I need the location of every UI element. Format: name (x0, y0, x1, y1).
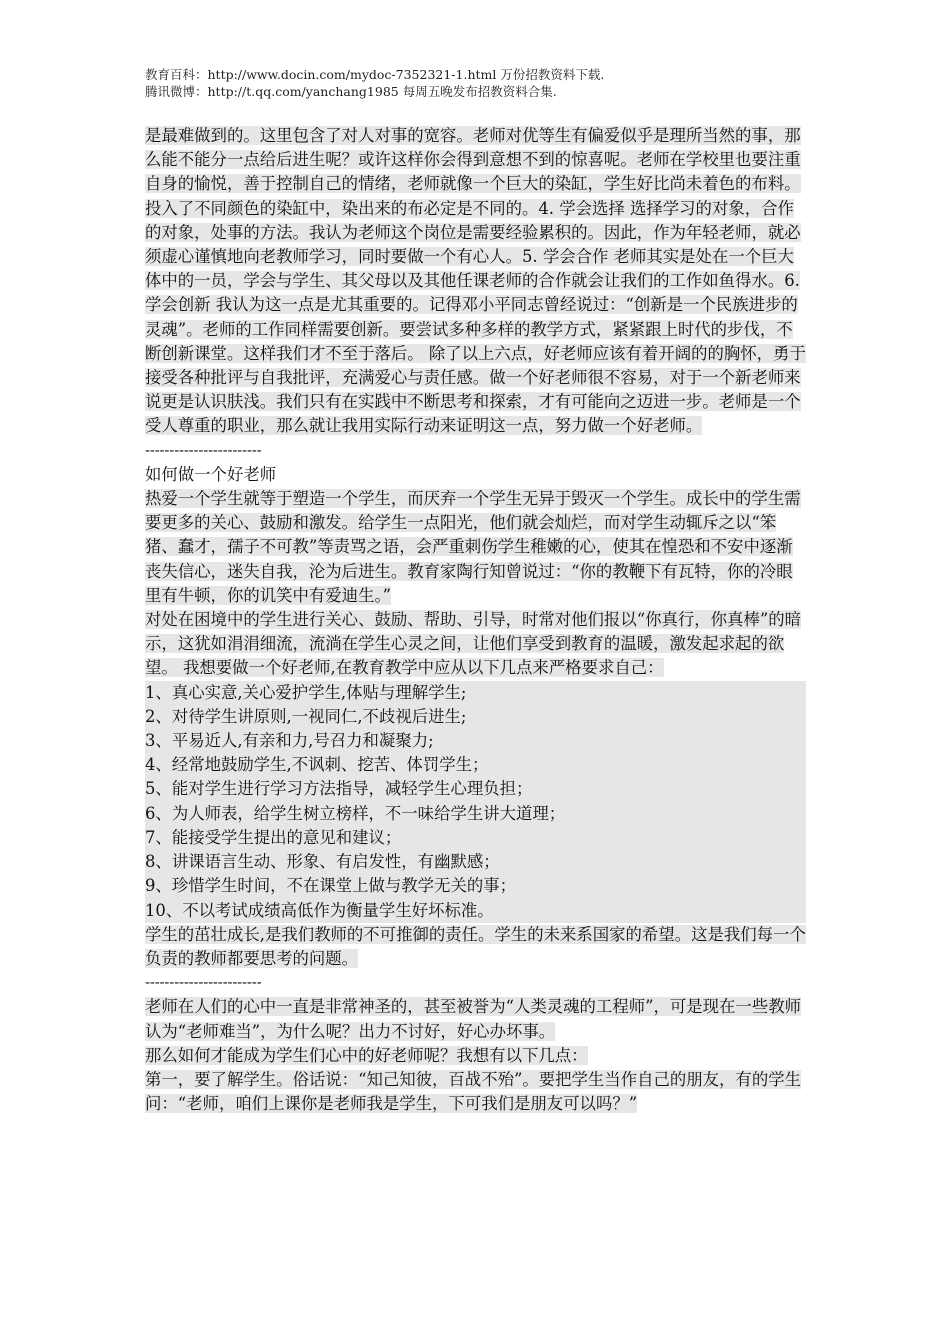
section1-paragraph: 是最难做到的。这里包含了对人对事的宽容。老师对优等生有偏爱似乎是理所当然的事，那么能不能分一点给后进生呢？或许这样你会得到意想不到的惊喜呢。老师在学校里也要注重自身的愉悦，善于控制自己的情绪，老师就像一个巨大的染缸，学生好比尚未着色的布料。投入了不同颜色的染缸中，染出来的布必定是不同的。4. 学会选择 选择学习的对象，合作的对象，处事的方法。我认为老师这个岗位是需要经验累积的。因此，作为年轻老师，就必须虚心谨慎地向老教师学习，同时要做一个有心人。5. 学会合作 老师其实是处在一个巨大体中的一员，学会与学生、其父母以及其他任课老师的合作就会让我们的工作如鱼得水。6. 学会创新 我认为这一点是尤其重要的。记得邓小平同志曾经说过：“创新是一个民族进步的灵魂”。老师的工作同样需要创新。要尝试多种多样的教学方式，紧紧跟上时代的步伐，不断创新课堂。这样我们才不至于落后。 除了以上六点，好老师应该有着开阔的的胸怀，勇于接受各种批评与自我批评，充满爱心与责任感。做一个好老师很不容易，对于一个新老师来说更是认识肤浅。我们只有在实践中不断思考和探索，才有可能向之迈进一步。老师是一个受人尊重的职业，那么就让我用实际行动来证明这一点，努力做一个好老师。 (145, 126, 806, 436)
list-item: 1、真心实意,关心爱护学生,体贴与理解学生; (145, 681, 806, 705)
separator-1: ------------------------ (145, 442, 262, 459)
header-docin-link-line: 教育百科：http://www.docin.com/mydoc-7352321-1.html 万份招教资料下载. (145, 67, 605, 82)
list-item: 3、平易近人,有亲和力,号召力和凝聚力; (145, 729, 806, 753)
section3-paragraph-2: 那么如何才能成为学生们心中的好老师呢？我想有以下几点： (145, 1045, 588, 1065)
requirements-list (145, 681, 806, 923)
list-item: 2、对待学生讲原则,一视同仁,不歧视后进生; (145, 705, 806, 729)
list-item: 7、能接受学生提出的意见和建议； (145, 826, 806, 850)
header-weibo-link-line: 腾讯微博：http://t.qq.com/yanchang1985 每周五晚发布招教资料合集. (145, 84, 557, 99)
section2-paragraph-2: 对处在困境中的学生进行关心、鼓励、帮助、引导，时常对他们报以“你真行，你真棒”的暗示，这犹如涓涓细流，流淌在学生心灵之间，让他们享受到教育的温暖，激发起求起的欲望。 我想要做一个好老师,在教育教学中应从以下几点来严格要求自己： (145, 610, 801, 678)
list-item: 8、讲课语言生动、形象、有启发性，有幽默感； (145, 850, 806, 874)
section2-paragraph-1: 热爱一个学生就等于塑造一个学生，而厌弃一个学生无异于毁灭一个学生。成长中的学生需要更多的关心、鼓励和激发。给学生一点阳光，他们就会灿烂，而对学生动辄斥之以“笨猪、蠢才，孺子不可教”等责骂之语，会严重刺伤学生稚嫩的心，使其在惶恐和不安中逐渐丧失信心，迷失自我，沦为后进生。教育家陶行知曾说过：“你的教鞭下有瓦特，你的冷眼里有牛顿，你的讥笑中有爱迪生。” (145, 489, 801, 605)
list-item: 9、珍惜学生时间，不在课堂上做与教学无关的事； (145, 874, 806, 898)
document-header (145, 66, 604, 100)
separator-2: ------------------------ (145, 975, 262, 992)
section2-title: 如何做一个好老师 (145, 464, 277, 484)
section3-paragraph-3: 第一，要了解学生。俗话说：“知己知彼，百战不殆”。要把学生当作自己的朋友，有的学生问：“老师，咱们上课你是老师我是学生，下可我们是朋友可以吗？” (145, 1069, 801, 1114)
list-item: 5、能对学生进行学习方法指导，减轻学生心理负担； (145, 777, 806, 801)
section3-paragraph-1: 老师在人们的心中一直是非常神圣的，甚至被誉为“人类灵魂的工程师”，可是现在一些教师认为“老师难当”，为什么呢？出力不讨好，好心办坏事。 (145, 997, 801, 1041)
document-body (145, 124, 806, 1116)
list-item: 4、经常地鼓励学生,不讽刺、挖苦、体罚学生； (145, 753, 806, 777)
list-item: 10、不以考试成绩高低作为衡量学生好坏标准。 (145, 899, 806, 923)
list-item: 6、为人师表，给学生树立榜样，不一味给学生讲大道理； (145, 802, 806, 826)
section2-closing: 学生的茁壮成长,是我们教师的不可推御的责任。学生的未来系国家的希望。这是我们每一个负责的教师都要思考的问题。 (145, 924, 806, 968)
